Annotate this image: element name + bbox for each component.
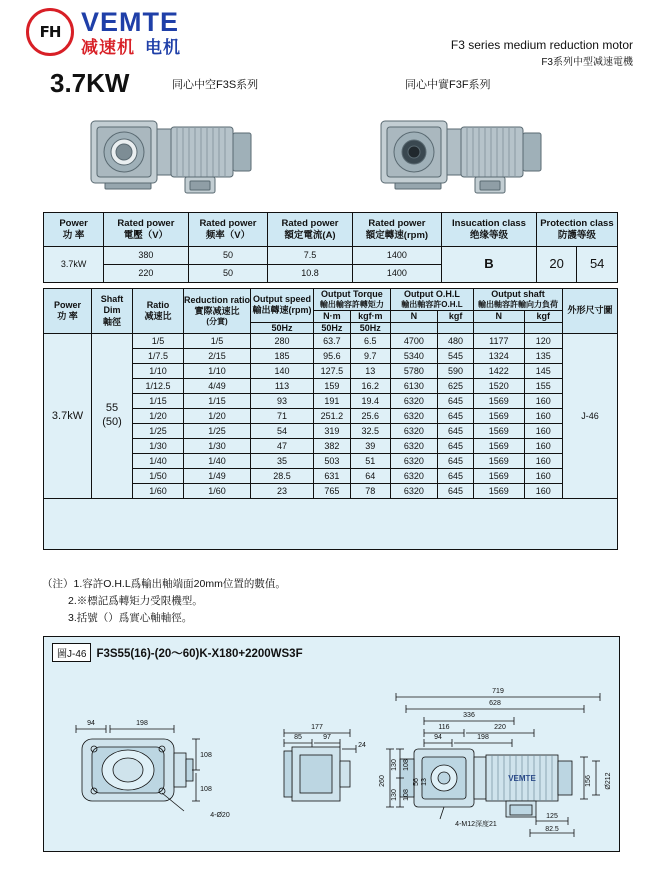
note-line-3: 3.括號（）爲實心軸軸徑。 (68, 611, 193, 624)
cell-output-speed: 71 (251, 408, 314, 423)
cell-torque-kgfm: 32.5 (350, 423, 390, 438)
dim-right-220: 220 (494, 724, 506, 731)
th-rated-speed: Rated power 額定轉速(rpm) (352, 213, 441, 247)
cell-ohl-n: 6320 (390, 393, 437, 408)
cell-output-speed: 140 (251, 363, 314, 378)
cell-ohl-n: 6130 (390, 378, 437, 393)
cell-axial-n: 1324 (474, 348, 524, 363)
dim-mid-85: 85 (294, 734, 302, 741)
th-axial-n: N (474, 311, 524, 322)
dim-left-108b: 108 (200, 786, 212, 793)
cell-axial-kgf: 160 (524, 423, 562, 438)
series-title-en: F3 series medium reduction motor (450, 38, 633, 52)
notes-block (42, 576, 286, 626)
cell-ratio: 1/40 (133, 453, 184, 468)
cell-torque-nm: 191 (314, 393, 351, 408)
page-title: 3.7KW (50, 68, 130, 98)
cell-current-380: 7.5 (268, 247, 352, 265)
dimension-drawing-box (43, 636, 620, 852)
th-output-shaft: Output shaft 輸出軸容許輸向力負荷 (474, 289, 563, 311)
cell-actual-ratio: 2/15 (184, 348, 251, 363)
dim-right-719: 719 (492, 688, 504, 695)
th-dimension-drawing: 外形尺寸圖 (563, 289, 618, 334)
table-row (44, 333, 618, 348)
drawing-title-row (52, 643, 303, 662)
th-output-ohl: Output O.H.L 輸出軸容許O.H.L (390, 289, 473, 311)
cell-actual-ratio: 1/10 (184, 363, 251, 378)
cell-axial-n: 1177 (474, 333, 524, 348)
cell-torque-kgfm: 6.5 (350, 333, 390, 348)
dim-mid-24: 24 (358, 742, 366, 749)
page-header (0, 0, 661, 68)
table-row (44, 247, 618, 265)
cell-ohl-kgf: 645 (438, 453, 474, 468)
cell-speed-380: 1400 (352, 247, 441, 265)
th-ohl-kgf: kgf (438, 311, 474, 322)
table-header-row-1 (44, 289, 618, 311)
product-photo-hollow-shaft (85, 105, 275, 205)
cell-axial-kgf: 145 (524, 363, 562, 378)
cell-axial-kgf: 160 (524, 438, 562, 453)
logo-badge-text: FH (39, 23, 61, 41)
cell-shaft-dim: 55 (50) (92, 333, 133, 498)
cell-axial-kgf: 135 (524, 348, 562, 363)
dim-right-56: 56 (413, 778, 420, 786)
cell-actual-ratio: 1/5 (184, 333, 251, 348)
cell-torque-kgfm: 51 (350, 453, 390, 468)
cell-axial-n: 1569 (474, 483, 524, 498)
th-reduction-ratio: Reduction ratio 實際减速比 (分實) (184, 289, 251, 334)
cell-actual-ratio: 1/30 (184, 438, 251, 453)
ratio-torque-table (43, 288, 618, 550)
cell-axial-kgf: 160 (524, 453, 562, 468)
cell-dimension-ref: J-46 (563, 333, 618, 498)
cell-axial-kgf: 160 (524, 483, 562, 498)
product-photo-solid-shaft (375, 105, 565, 205)
dim-right-130b: 130 (391, 789, 398, 801)
cell-torque-kgfm: 13 (350, 363, 390, 378)
cell-ohl-kgf: 545 (438, 348, 474, 363)
th-output-speed: Output speed 輸出轉速(rpm) (251, 289, 314, 323)
cell-torque-kgfm: 78 (350, 483, 390, 498)
cell-ratio: 1/5 (133, 333, 184, 348)
cell-axial-n: 1569 (474, 423, 524, 438)
cell-ratio: 1/12.5 (133, 378, 184, 393)
dim-right-82-5: 82.5 (545, 826, 559, 833)
th-torque-hz-1: 50Hz (314, 322, 351, 333)
logo-text-block (81, 6, 181, 57)
cell-ohl-n: 4700 (390, 333, 437, 348)
model-label-right: 同心中實F3F系列 (405, 79, 491, 91)
electrical-spec-table (43, 212, 618, 283)
cell-axial-kgf: 120 (524, 333, 562, 348)
dim-right-125: 125 (546, 813, 558, 820)
cell-torque-nm: 382 (314, 438, 351, 453)
cell-protection-ip5: 54 (577, 247, 618, 283)
th-torque-kgfm: kgf·m (350, 311, 390, 322)
cell-torque-nm: 319 (314, 423, 351, 438)
table-header-row (44, 213, 618, 247)
cell-ratio: 1/15 (133, 393, 184, 408)
cell-ohl-n: 6320 (390, 453, 437, 468)
dim-right-108b: 108 (403, 789, 410, 801)
cell-ohl-n: 6320 (390, 438, 437, 453)
drawing-brand-text: VEMTE (508, 774, 536, 783)
cell-actual-ratio: 4/49 (184, 378, 251, 393)
th-axial-blank-1 (474, 322, 524, 333)
dim-right-94: 94 (434, 734, 442, 741)
cell-torque-kgfm: 16.2 (350, 378, 390, 393)
cell-axial-n: 1569 (474, 408, 524, 423)
logo-brand-name: VEMTE (81, 6, 180, 37)
th-power: Power 功 率 (44, 213, 104, 247)
cell-axial-kgf: 155 (524, 378, 562, 393)
dim-right-13: 13 (421, 778, 428, 786)
dim-right-628: 628 (489, 700, 501, 707)
cell-output-speed: 47 (251, 438, 314, 453)
th-axial-kgf: kgf (524, 311, 562, 322)
cell-ohl-kgf: 645 (438, 393, 474, 408)
dim-mid-97: 97 (323, 734, 331, 741)
cell-ratio: 1/20 (133, 408, 184, 423)
dim-right-156: 156 (585, 775, 592, 787)
cell-ohl-kgf: 645 (438, 468, 474, 483)
cell-output-speed: 54 (251, 423, 314, 438)
cell-actual-ratio: 1/40 (184, 453, 251, 468)
dim-right-bolt: 4-M12深度21 (455, 821, 497, 828)
cell-torque-nm: 503 (314, 453, 351, 468)
cell-torque-kgfm: 9.7 (350, 348, 390, 363)
cell-ohl-kgf: 645 (438, 438, 474, 453)
cell-ohl-n: 6320 (390, 483, 437, 498)
cell-freq-380: 50 (188, 247, 268, 265)
th-current: Rated power 額定電流(A) (268, 213, 352, 247)
th-frequency: Rated power 频率（V） (188, 213, 268, 247)
cell-ratio: 1/10 (133, 363, 184, 378)
cell-actual-ratio: 1/60 (184, 483, 251, 498)
cell-ohl-n: 5780 (390, 363, 437, 378)
table-blank-row (44, 498, 618, 549)
cell-torque-nm: 251.2 (314, 408, 351, 423)
cell-power: 3.7kW (44, 247, 104, 283)
cell-freq-220: 50 (188, 265, 268, 283)
dim-right-198: 198 (477, 734, 489, 741)
cell-output-speed: 185 (251, 348, 314, 363)
cell-axial-n: 1569 (474, 453, 524, 468)
cell-output-speed: 93 (251, 393, 314, 408)
cell-ohl-kgf: 625 (438, 378, 474, 393)
cell-output-speed: 35 (251, 453, 314, 468)
cell-torque-nm: 63.7 (314, 333, 351, 348)
cell-ohl-kgf: 645 (438, 423, 474, 438)
cell-torque-kgfm: 64 (350, 468, 390, 483)
dim-right-d212: Ø212 (605, 772, 612, 790)
dim-right-260: 260 (379, 775, 386, 787)
cell-axial-kgf: 160 (524, 408, 562, 423)
th-ratio: Ratio 减速比 (133, 289, 184, 334)
cell-ohl-n: 6320 (390, 423, 437, 438)
cell-ohl-kgf: 480 (438, 333, 474, 348)
th-ohl-n: N (390, 311, 437, 322)
model-label-left: 同心中空F3S系列 (172, 79, 259, 91)
dim-left-108a: 108 (200, 752, 212, 759)
cell-torque-nm: 159 (314, 378, 351, 393)
dim-right-116: 116 (438, 724, 450, 731)
cell-protection-ip2: 20 (536, 247, 577, 283)
cell-actual-ratio: 1/20 (184, 408, 251, 423)
cell-ratio: 1/30 (133, 438, 184, 453)
cell-axial-n: 1569 (474, 438, 524, 453)
th-ohl-blank-2 (438, 322, 474, 333)
cell-insulation: B (442, 247, 537, 283)
th-ohl-blank-1 (390, 322, 437, 333)
cell-power: 3.7kW (44, 333, 92, 498)
cell-axial-n: 1569 (474, 393, 524, 408)
cell-ohl-kgf: 590 (438, 363, 474, 378)
drawing-tag: 圖J-46 (52, 643, 91, 662)
cell-actual-ratio: 1/49 (184, 468, 251, 483)
th-axial-blank-2 (524, 322, 562, 333)
cell-torque-nm: 95.6 (314, 348, 351, 363)
dim-left-bolt: 4-Ø20 (210, 812, 230, 819)
cell-ohl-kgf: 645 (438, 408, 474, 423)
th-power: Power 功 率 (44, 289, 92, 334)
th-voltage: Rated power 電壓（V） (104, 213, 188, 247)
cell-output-speed: 280 (251, 333, 314, 348)
th-insulation: Insucation class 绝缘等级 (442, 213, 537, 247)
cell-ohl-n: 6320 (390, 468, 437, 483)
th-torque-hz-2: 50Hz (350, 322, 390, 333)
cell-torque-kgfm: 25.6 (350, 408, 390, 423)
dim-right-130a: 130 (391, 759, 398, 771)
cell-torque-kgfm: 19.4 (350, 393, 390, 408)
cell-ohl-n: 6320 (390, 408, 437, 423)
th-shaft-dim: Shaft Dim 軸徑 (92, 289, 133, 334)
drawing-canvas (44, 661, 619, 851)
cell-ratio: 1/7.5 (133, 348, 184, 363)
cell-ratio: 1/60 (133, 483, 184, 498)
cell-actual-ratio: 1/25 (184, 423, 251, 438)
dim-right-336: 336 (463, 712, 475, 719)
th-protection: Protection class 防護等级 (536, 213, 617, 247)
cell-actual-ratio: 1/15 (184, 393, 251, 408)
th-output-torque: Output Torque 輸出輸容許轉矩力 (314, 289, 391, 311)
cell-output-speed: 23 (251, 483, 314, 498)
cell-torque-kgfm: 39 (350, 438, 390, 453)
cell-axial-n: 1422 (474, 363, 524, 378)
logo-cn-reducer: 减速机 (81, 37, 135, 57)
note-line-2: 2.※標記爲轉矩力受限機型。 (68, 594, 203, 607)
dim-left-94: 94 (87, 720, 95, 727)
series-title-cn: F3系列中型减速電機 (541, 57, 633, 68)
note-line-1: （注）1.容許O.H.L爲輸出軸端面20mm位置的數值。 (42, 578, 286, 590)
logo-cn-motor: 电机 (145, 37, 181, 57)
cell-current-220: 10.8 (268, 265, 352, 283)
th-torque-nm: N·m (314, 311, 351, 322)
cell-voltage-380: 380 (104, 247, 188, 265)
cell-voltage-220: 220 (104, 265, 188, 283)
th-speed-hz: 50Hz (251, 322, 314, 333)
cell-axial-kgf: 160 (524, 393, 562, 408)
cell-output-speed: 113 (251, 378, 314, 393)
logo-brand-subtitle (81, 39, 181, 56)
cell-torque-nm: 127.5 (314, 363, 351, 378)
dim-left-198: 198 (136, 720, 148, 727)
dim-mid-177: 177 (311, 724, 323, 731)
cell-torque-nm: 765 (314, 483, 351, 498)
brand-logo (26, 8, 181, 56)
cell-ohl-kgf: 645 (438, 483, 474, 498)
cell-output-speed: 28.5 (251, 468, 314, 483)
cell-speed-220: 1400 (352, 265, 441, 283)
cell-axial-n: 1569 (474, 468, 524, 483)
drawing-model-code: F3S55(16)-(20～60)K-X180+2200WS3F (96, 647, 303, 660)
dim-right-108a: 108 (403, 759, 410, 771)
cell-torque-nm: 631 (314, 468, 351, 483)
cell-ratio: 1/50 (133, 468, 184, 483)
cell-axial-n: 1520 (474, 378, 524, 393)
logo-badge-icon (26, 8, 74, 56)
cell-ohl-n: 5340 (390, 348, 437, 363)
cell-axial-kgf: 160 (524, 468, 562, 483)
cell-ratio: 1/25 (133, 423, 184, 438)
